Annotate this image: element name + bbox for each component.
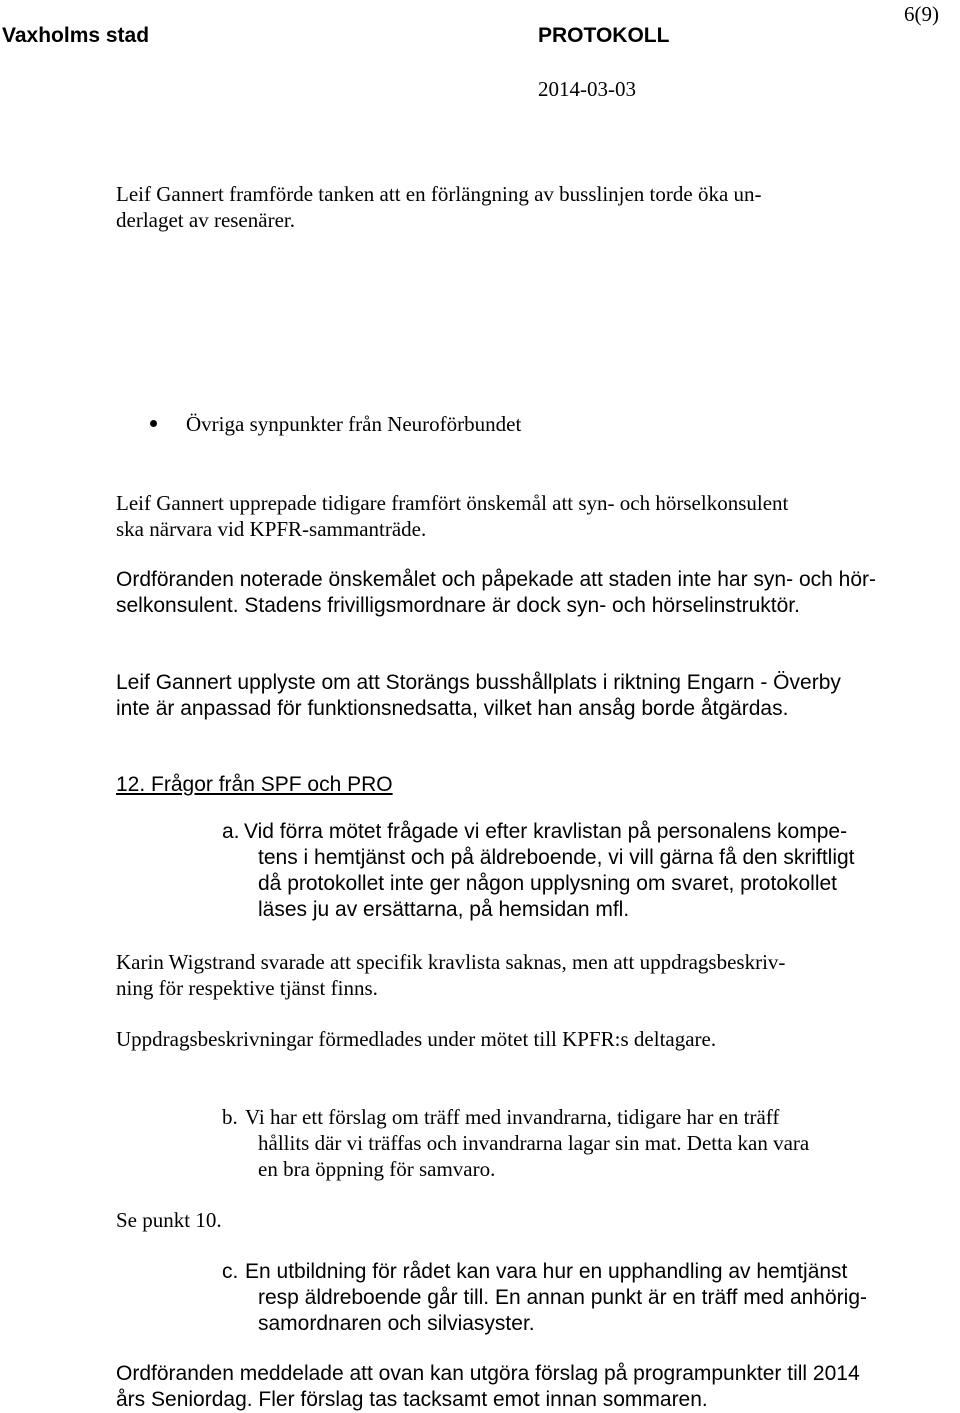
text-line: då protokollet inte ger någon upplysning om svaret, protokollet [258, 872, 838, 895]
text-line: derlaget av resenärer. [116, 208, 295, 232]
text-line: Ordföranden noterade önskemålet och påpekade att staden inte har syn- och hör- [116, 568, 876, 591]
text-line: Leif Gannert upprepade tidigare framfört önskemål att syn- och hörselkonsulent [116, 491, 789, 515]
text-line: års Seniordag. Fler förslag tas tacksamt emot innan sommaren. [116, 1388, 708, 1411]
item-b-marker: b. [222, 1105, 238, 1129]
document-date: 2014-03-03 [538, 77, 636, 101]
paragraph-busshallplats [116, 670, 841, 722]
text-line: Ordföranden meddelade att ovan kan utgöra förslag på programpunkter till 2014 [116, 1362, 860, 1385]
item-a-text [244, 819, 855, 923]
paragraph-seniordag [116, 1361, 860, 1413]
paragraph-wigstrand-answer [116, 949, 785, 1001]
text-line: inte är anpassad för funktionsnedsatta, vilket han ansåg borde åtgärdas. [116, 697, 789, 720]
text-line: Vid förra mötet frågade vi efter kravlistan på personalens kompe- [244, 820, 848, 843]
paragraph-uppdragsbeskrivningar: Uppdragsbeskrivningar förmedlades under mötet till KPFR:s deltagare. [116, 1027, 717, 1051]
text-line: hållits där vi träffas och invandrarna lagar sin mat. Detta kan vara [258, 1131, 810, 1155]
section-heading-12: 12. Frågor från SPF och PRO [116, 773, 393, 796]
text-line: En utbildning för rådet kan vara hur en upphandling av hemtjänst [245, 1260, 848, 1283]
item-c-text [245, 1259, 867, 1337]
text-line: resp äldreboende går till. En annan punkt är en träff med anhörig- [258, 1286, 867, 1309]
page-number: 6(9) [904, 2, 939, 26]
bullet-heading: Övriga synpunkter från Neuroförbundet [186, 412, 522, 436]
text-line: en bra öppning för samvaro. [258, 1157, 496, 1181]
text-line: ning för respektive tjänst finns. [116, 976, 378, 1000]
text-line: Vi har ett förslag om träff med invandrarna, tidigare har en träff [245, 1105, 780, 1129]
paragraph-busslinje [116, 181, 762, 233]
item-b-text [245, 1104, 809, 1182]
text-line: tens i hemtjänst och på äldreboende, vi vill gärna få den skriftligt [258, 846, 855, 869]
bullet-icon [150, 420, 157, 427]
item-c-marker: c. [222, 1260, 239, 1283]
document-type: PROTOKOLL [538, 24, 670, 47]
text-line: Leif Gannert framförde tanken att en förlängning av busslinjen torde öka un- [116, 182, 762, 206]
text-line: Leif Gannert upplyste om att Storängs busshållplats i riktning Engarn - Överby [116, 671, 841, 694]
see-point-note: Se punkt 10. [116, 1208, 222, 1232]
paragraph-horselkonsulent-request [116, 490, 788, 542]
organization-name: Vaxholms stad [2, 24, 150, 47]
text-line: Karin Wigstrand svarade att specifik kravlista saknas, men att uppdragsbeskriv- [116, 950, 786, 974]
item-a-marker: a. [222, 820, 240, 843]
text-line: selkonsulent. Stadens frivilligsmordnare är dock syn- och hörselinstruktör. [116, 594, 800, 617]
text-line: läses ju av ersättarna, på hemsidan mfl. [258, 898, 630, 921]
text-line: ska närvara vid KPFR-sammanträde. [116, 517, 427, 541]
paragraph-ordforanden-response [116, 567, 876, 619]
text-line: samordnaren och silviasyster. [258, 1312, 535, 1335]
